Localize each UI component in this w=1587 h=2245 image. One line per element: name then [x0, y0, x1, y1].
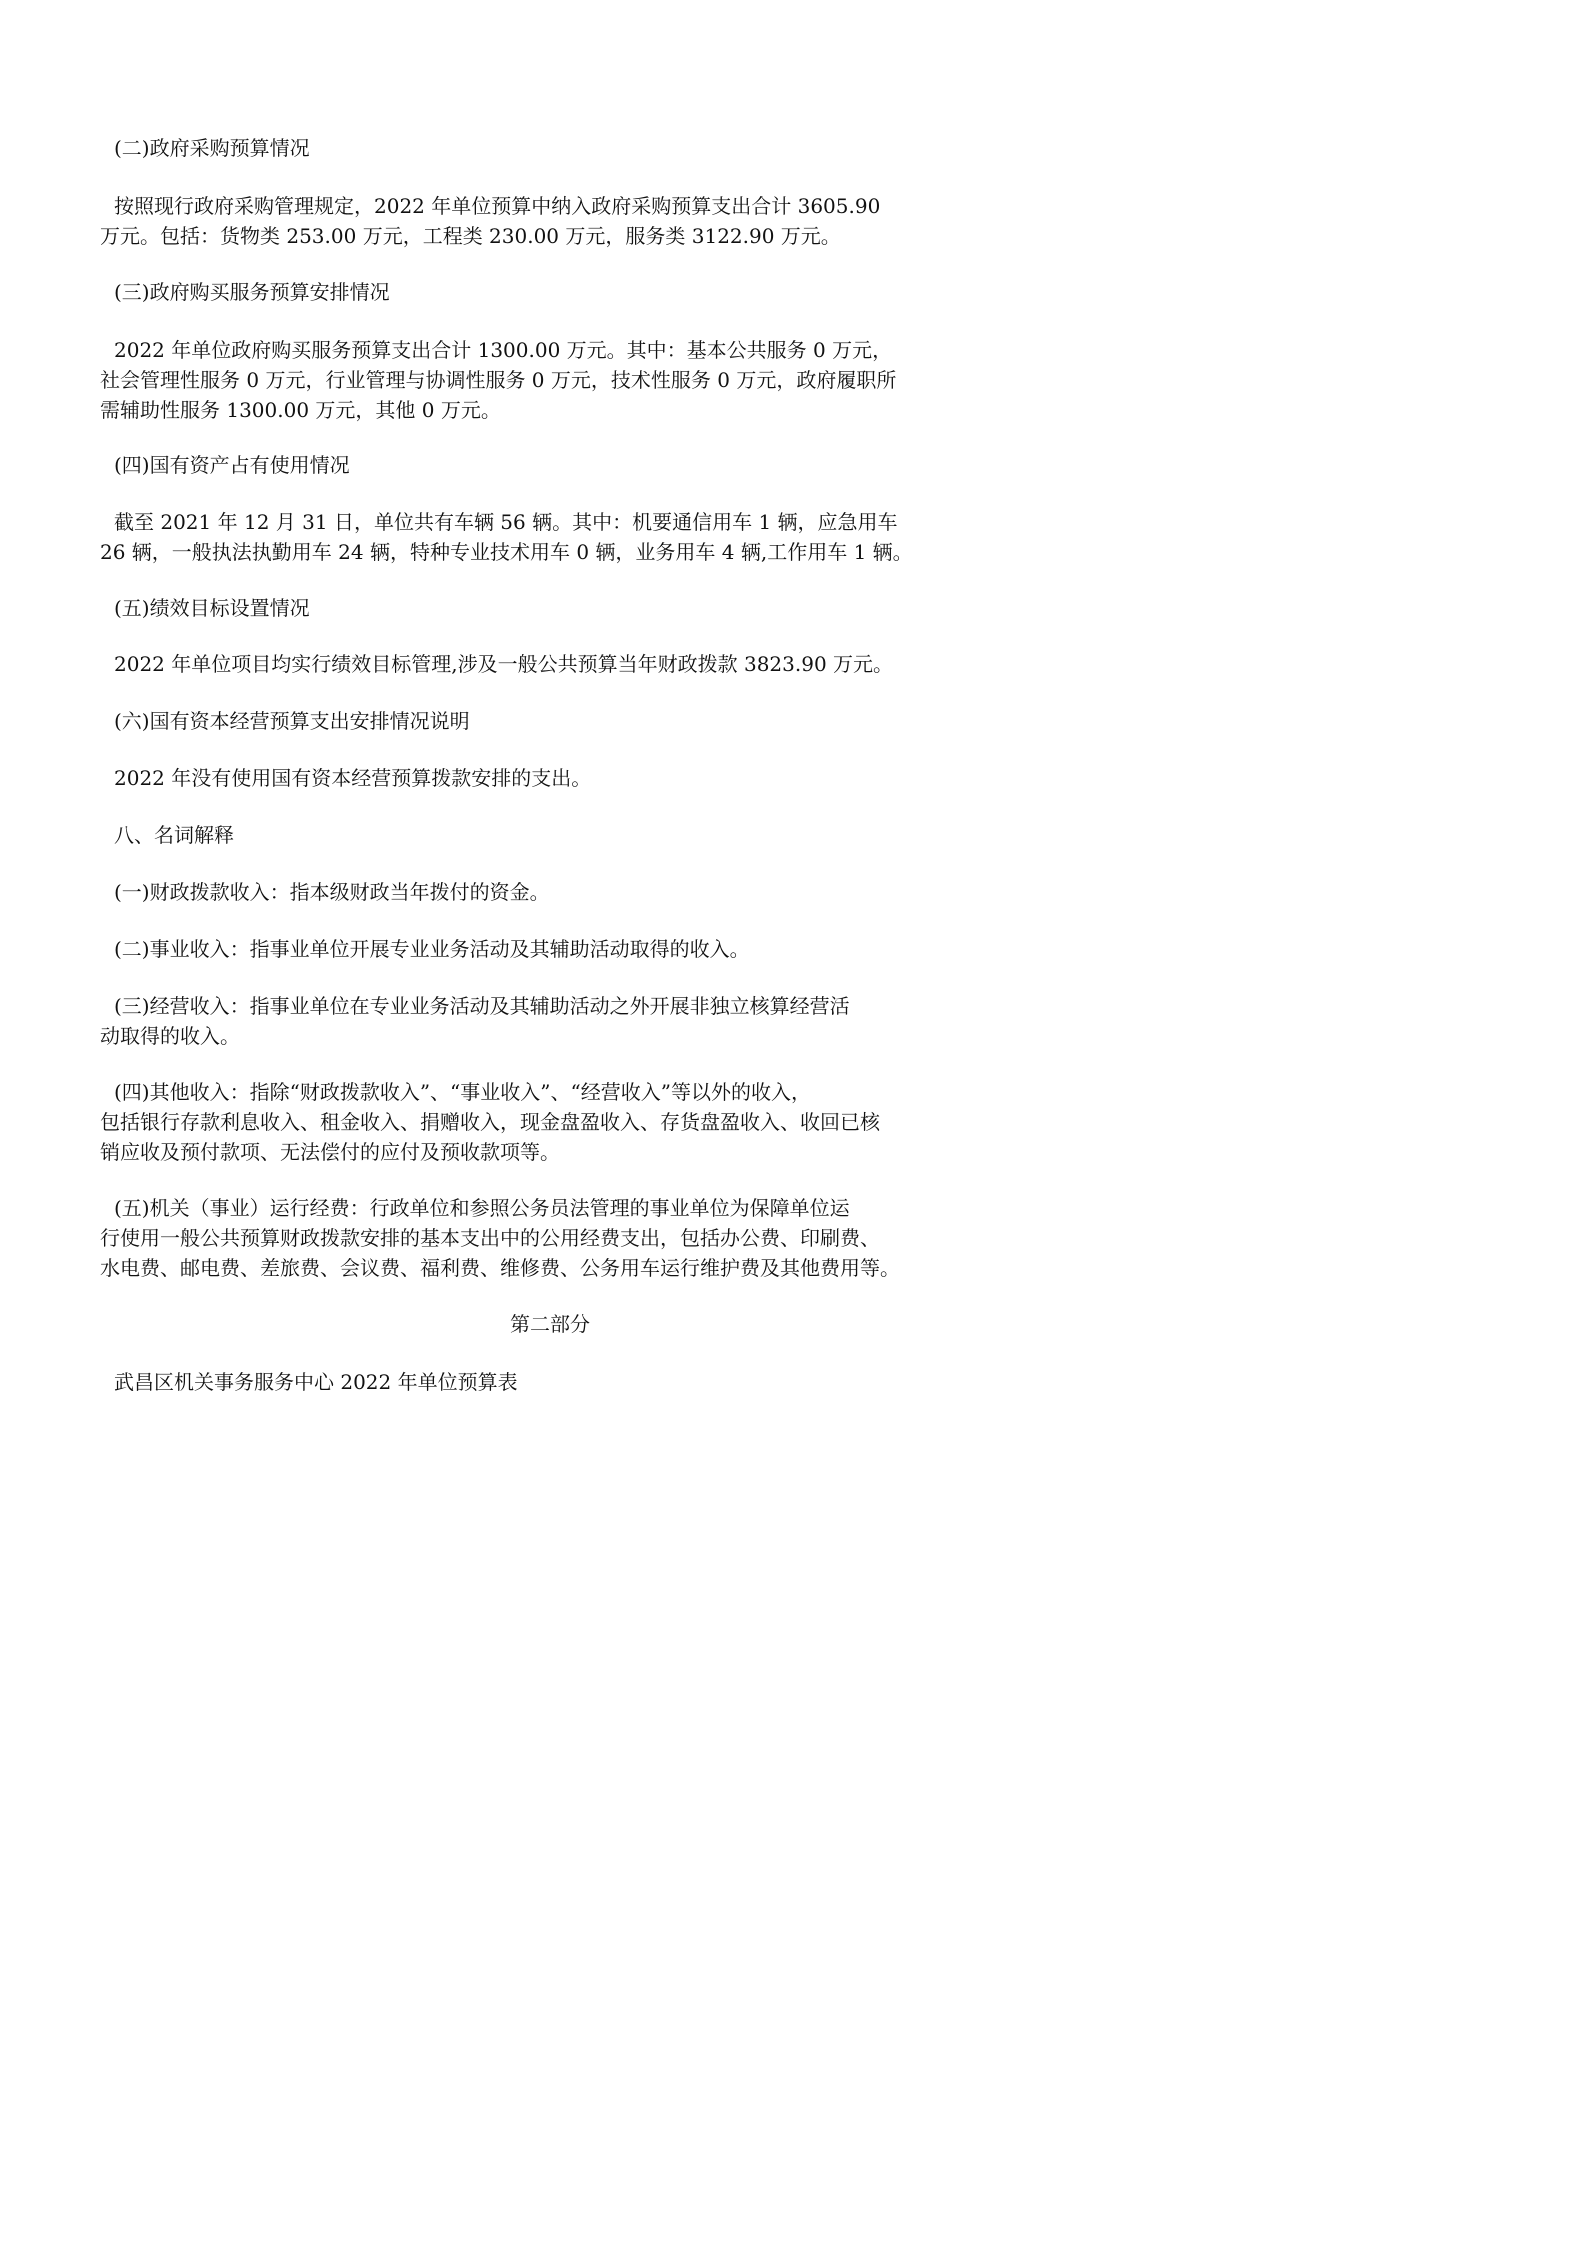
document-page: [0, 0, 1100, 1555]
section-heading-glossary: 八、名词解释: [114, 823, 234, 847]
paragraph-line: 销应收及预付款项、无法偿付的应付及预收款项等。: [100, 1140, 560, 1164]
paragraph-line: (三)经营收入：指事业单位在专业业务活动及其辅助活动之外开展非独立核算经营活: [114, 994, 850, 1018]
section-heading-performance: (五)绩效目标设置情况: [114, 596, 310, 620]
paragraph-line: 动取得的收入。: [100, 1024, 240, 1048]
paragraph-line: (一)财政拨款收入：指本级财政当年拨付的资金。: [114, 880, 550, 904]
paragraph-line: 行使用一般公共预算财政拨款安排的基本支出中的公用经费支出，包括办公费、印刷费、: [100, 1226, 880, 1250]
section-heading-gov-services: (三)政府购买服务预算安排情况: [114, 280, 390, 304]
paragraph-line: 水电费、邮电费、差旅费、会议费、福利费、维修费、公务用车运行维护费及其他费用等。: [100, 1256, 900, 1280]
paragraph-line: 2022 年单位政府购买服务预算支出合计 1300.00 万元。其中：基本公共服务 0 万元，: [114, 338, 893, 362]
section-heading-gov-procurement: (二)政府采购预算情况: [114, 136, 310, 160]
paragraph-line: 2022 年没有使用国有资本经营预算拨款安排的支出。: [114, 766, 592, 790]
glossary-item-operating-income: [100, 991, 948, 1051]
paragraph-line: 需辅助性服务 1300.00 万元，其他 0 万元。: [100, 398, 501, 422]
paragraph-line: 万元。包括：货物类 253.00 万元，工程类 230.00 万元，服务类 3122.90 万元。: [100, 224, 841, 248]
glossary-item-fiscal-appropriation: [100, 877, 948, 907]
paragraph-line: (五)机关（事业）运行经费：行政单位和参照公务员法管理的事业单位为保障单位运: [114, 1196, 850, 1220]
section-heading-state-capital: (六)国有资本经营预算支出安排情况说明: [114, 709, 470, 733]
paragraph-state-capital: [100, 763, 948, 793]
paragraph-line: 2022 年单位项目均实行绩效目标管理,涉及一般公共预算当年财政拨款 3823.90 万元。: [114, 652, 894, 676]
paragraph-line: 包括银行存款利息收入、租金收入、捐赠收入，现金盘盈收入、存货盘盈收入、收回已核: [100, 1110, 880, 1134]
paragraph-line: (四)其他收入：指除“财政拨款收入”、“事业收入”、“经营收入”等以外的收入，: [114, 1080, 811, 1104]
part-two-title: 第二部分: [510, 1312, 590, 1336]
paragraph-gov-services: [100, 335, 948, 425]
glossary-item-other-income: [100, 1077, 948, 1167]
glossary-item-operating-expenses: [100, 1193, 948, 1283]
paragraph-performance: [100, 649, 948, 679]
section-heading-state-assets: (四)国有资产占有使用情况: [114, 453, 350, 477]
paragraph-gov-procurement: [100, 191, 948, 251]
paragraph-line: 截至 2021 年 12 月 31 日，单位共有车辆 56 辆。其中：机要通信用车 1 辆，应急用车: [114, 510, 898, 534]
paragraph-line: (二)事业收入：指事业单位开展专业业务活动及其辅助活动取得的收入。: [114, 937, 750, 961]
paragraph-line: 社会管理性服务 0 万元，行业管理与协调性服务 0 万元，技术性服务 0 万元，政府履职所: [100, 368, 897, 392]
part-two-subtitle: 武昌区机关事务服务中心 2022 年单位预算表: [114, 1370, 518, 1394]
paragraph-state-assets: [100, 507, 948, 567]
paragraph-line: 按照现行政府采购管理规定，2022 年单位预算中纳入政府采购预算支出合计 3605.90: [114, 194, 881, 218]
paragraph-line: 26 辆，一般执法执勤用车 24 辆，特种专业技术用车 0 辆，业务用车 4 辆,工作用车 1 辆。: [100, 540, 913, 564]
glossary-item-business-income: [100, 934, 948, 964]
